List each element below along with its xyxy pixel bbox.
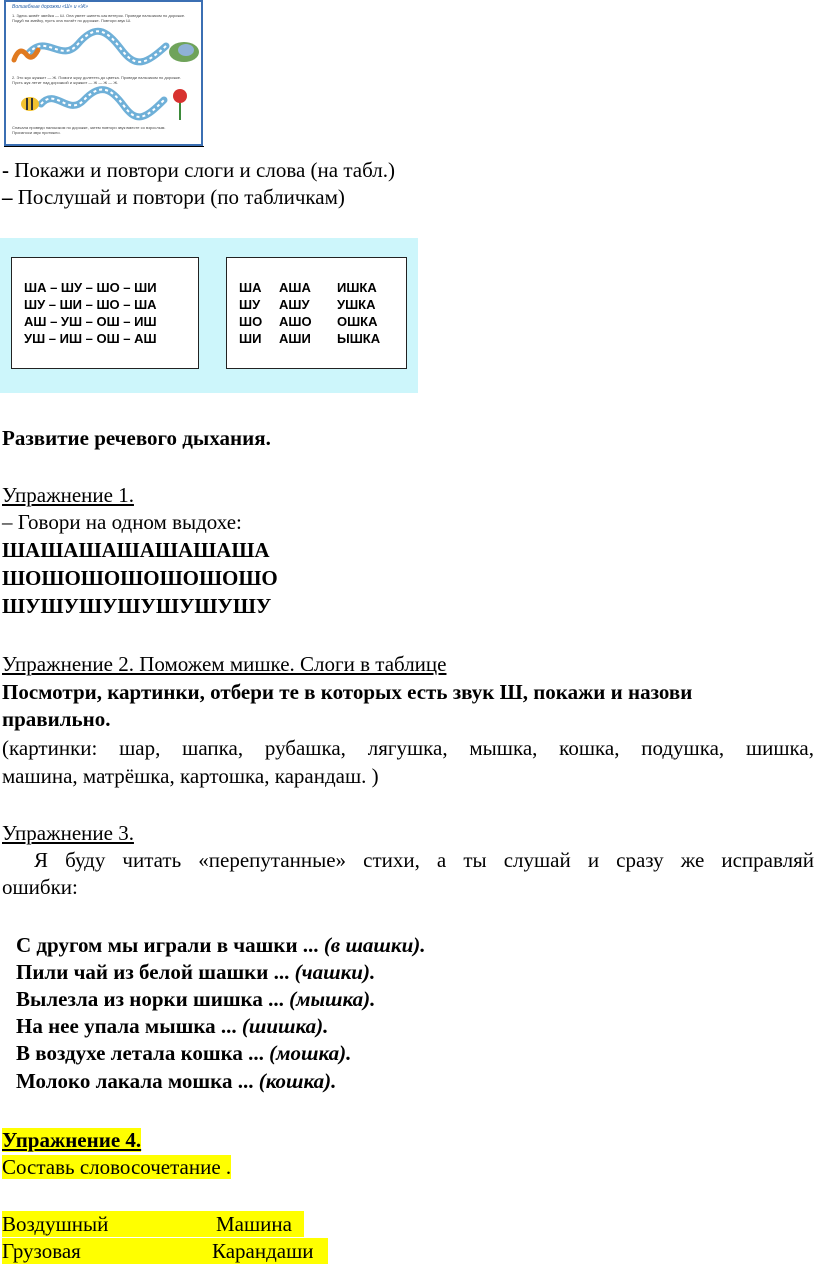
divider-line [4,146,204,147]
exercise-3-title: Упражнение 3. [2,821,134,845]
pair-adjective: Воздушный [2,1211,128,1237]
exercise-3-intro: Я буду читать «перепутанные» стихи, а ты слушай и сразу же исправляй [34,848,814,872]
exercise-2-note-cont: машина, матрёшка, картошка, карандаш. ) [2,764,379,788]
exercise-1-instruction: – Говори на одном выдохе: [2,510,242,534]
syllable-row: УШ – ИШ – ОШ – АШ [24,331,157,346]
flower-icon [173,89,187,103]
exercise-2-task-cont: правильно. [2,707,111,731]
word-row: ШУ АШУ УШКА [239,297,376,312]
thumbnail-line: 1. Здесь живёт змейка — Ш. Она умеет шипеть как ветерок. Проведи пальчиком по дорожке. [12,13,186,18]
syllable-row: АШ – УШ – ОШ – ИШ [24,314,157,329]
exercise-2-note: (картинки: шар, шапка, рубашка, лягушка, мышка, кошка, подушка, шишка, [2,736,814,760]
thumbnail-line: Произноси звук протяжно. [12,130,61,135]
exercise-4-instruction: Составь словосочетание . [2,1155,232,1179]
bee-icon [21,97,39,111]
syllable-chain: ШОШОШОШОШОШОШО [2,566,278,590]
section-title: Развитие речевого дыхания. [2,426,271,450]
verse-line: Вылезла из норки шишка ... (мышка). [16,987,376,1011]
thumbnail-line: Подуй на змейку, пусть она ползёт по дорожке. Повтори звук Ш. [12,18,132,23]
bee-path-illustration [6,82,201,122]
snake-path-illustration [6,24,201,72]
verse-line: С другом мы играли в чашки ... (в шашки). [16,933,426,957]
verse-line: На нее упала мышка ... (шишка). [16,1014,329,1038]
thumbnail-line: 2. Это жук жужжит — Ж. Помоги жуку долететь до цветка. Проведи пальчиком по дорожке. [12,75,182,80]
exercise-2-task: Посмотри, картинки, отбери те в которых есть звук Ш, покажи и назови [2,680,693,704]
instruction-line-2: – Послушай и повтори (по табличкам) [2,185,345,209]
worksheet-thumbnail [4,0,203,146]
snake-icon [14,50,38,60]
syllable-row: ШУ – ШИ – ШО – ША [24,297,157,312]
syllable-table-left [11,257,199,369]
syllable-table-right [226,257,407,369]
pair-noun: Карандаши [128,1238,328,1264]
thumbnail-line: Сначала проведи пальчиком по дорожке, затем повтори звук вместе со взрослым. [12,125,166,130]
pair-noun: Машина [128,1211,304,1237]
exercise-4-title: Упражнение 4. [2,1128,142,1152]
syllable-chain: ШАШАШАШАШАШАША [2,538,270,562]
word-row: ШИ АШИ ЫШКА [239,331,381,346]
exercise-1-title: Упражнение 1. [2,483,134,507]
exercise-3-intro-cont: ошибки: [2,875,78,899]
verse-line: В воздухе летала кошка ... (мошка). [16,1041,352,1065]
verse-line: Пили чай из белой шашки ... (чашки). [16,960,376,984]
exercise-2-title: Упражнение 2. Поможем мишке. Слоги в таблице [2,652,447,676]
word-row: ШО АШО ОШКА [239,314,378,329]
thumbnail-line: Пусть жук летит над дорожкой и жужжит — Ж — Ж — Ж. [12,80,119,85]
syllable-row: ША – ШУ – ШО – ШИ [24,280,157,295]
thumbnail-title: Волшебные дорожки «Ш» и «Ж» [12,4,89,10]
syllable-tables-panel [0,238,418,393]
verse-line: Молоко лакала мошка ... (кошка). [16,1069,337,1093]
instruction-line-1: - Покажи и повтори слоги и слова (на табл.) [2,158,395,182]
word-row: ША АША ИШКА [239,280,377,295]
pair-adjective: Грузовая [2,1238,128,1264]
syllable-chain: ШУШУШУШУШУШУШУ [2,594,272,618]
